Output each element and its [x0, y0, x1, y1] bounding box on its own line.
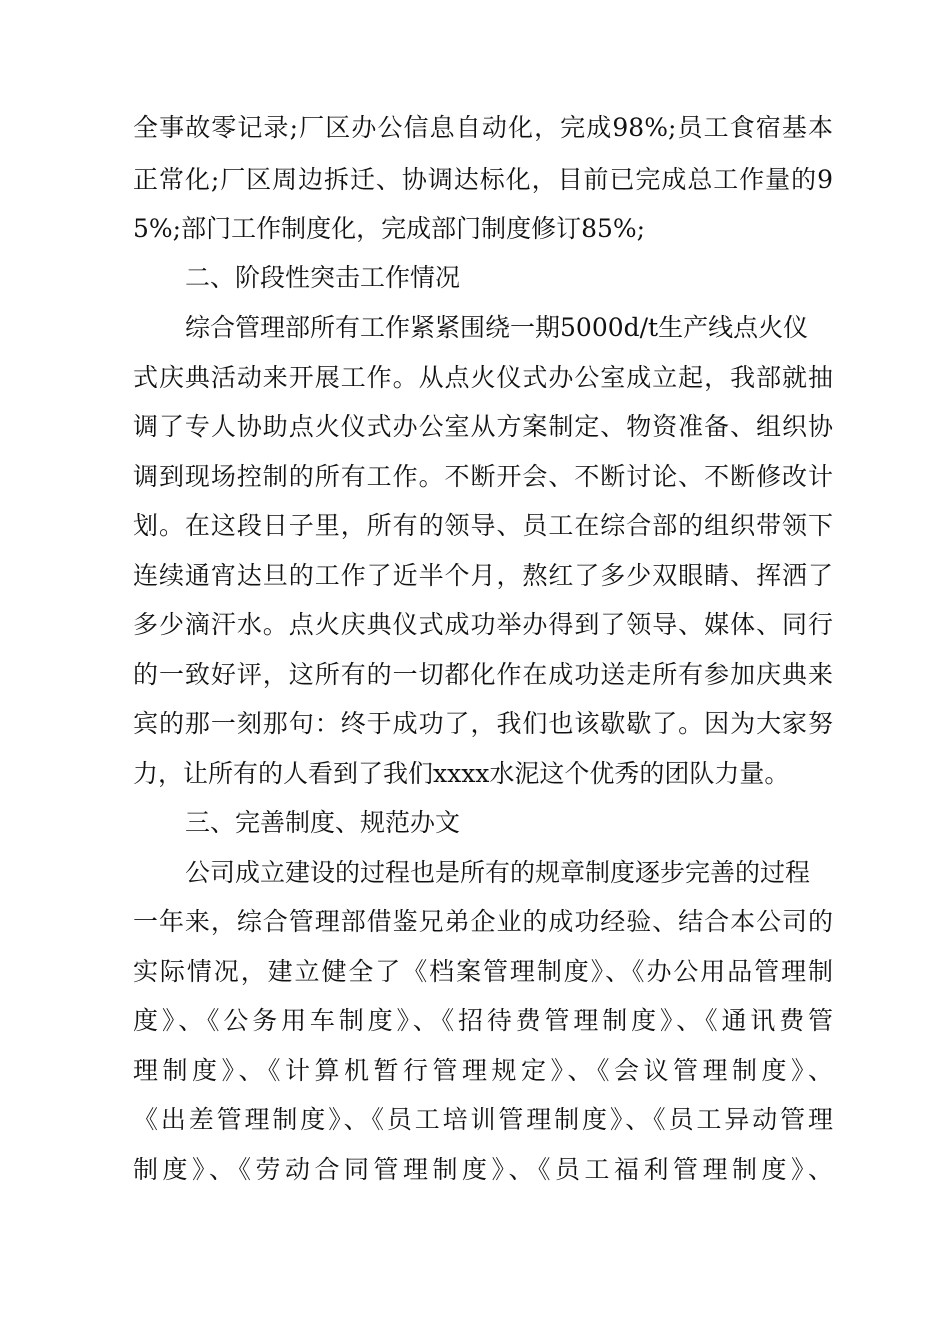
text-line: 正常化;厂区周边拆迁、协调达标化，目前已完成总工作量的9 [133, 165, 833, 194]
text-line: 实际情况，建立健全了《档案管理制度》、《办公用品管理制 [133, 957, 833, 986]
text-line: 5%;部门工作制度化，完成部门制度修订85%; [133, 214, 646, 243]
paragraph-first-line: 公司成立建设的过程也是所有的规章制度逐步完善的过程 [185, 858, 811, 887]
text-line: 多少滴汗水。点火庆典仪式成功举办得到了领导、媒体、同行 [133, 610, 833, 639]
text-line: 制度》、《劳动合同管理制度》、《员工福利管理制度》、 [133, 1155, 833, 1184]
paragraph-first-line: 综合管理部所有工作紧紧围绕一期5000d/t生产线点火仪 [185, 313, 809, 342]
text-line: 《出差管理制度》、《员工培训管理制度》、《员工异动管理 [133, 1105, 833, 1134]
text-line: 力，让所有的人看到了我们xxxx水泥这个优秀的团队力量。 [133, 759, 790, 788]
section-heading: 三、完善制度、规范办文 [185, 808, 461, 837]
text-line: 全事故零记录;厂区办公信息自动化，完成98%;员工食宿基本 [133, 113, 833, 142]
text-line: 式庆典活动来开展工作。从点火仪式办公室成立起，我部就抽 [133, 363, 833, 392]
text-line: 连续通宵达旦的工作了近半个月，熬红了多少双眼睛、挥洒了 [133, 561, 833, 590]
text-line: 调到现场控制的所有工作。不断开会、不断讨论、不断修改计 [133, 462, 833, 491]
text-line: 理制度》、《计算机暂行管理规定》、《会议管理制度》、 [133, 1056, 833, 1085]
section-heading: 二、阶段性突击工作情况 [185, 263, 461, 292]
text-line: 度》、《公务用车制度》、《招待费管理制度》、《通讯费管 [133, 1006, 833, 1035]
text-line: 的一致好评，这所有的一切都化作在成功送走所有参加庆典来 [133, 660, 833, 689]
text-line: 调了专人协助点火仪式办公室从方案制定、物资准备、组织协 [133, 412, 833, 441]
text-line: 一年来，综合管理部借鉴兄弟企业的成功经验、结合本公司的 [133, 907, 833, 936]
text-line: 划。在这段日子里，所有的领导、员工在综合部的组织带领下 [133, 511, 833, 540]
text-line: 宾的那一刻那句：终于成功了，我们也该歇歇了。因为大家努 [133, 709, 833, 738]
